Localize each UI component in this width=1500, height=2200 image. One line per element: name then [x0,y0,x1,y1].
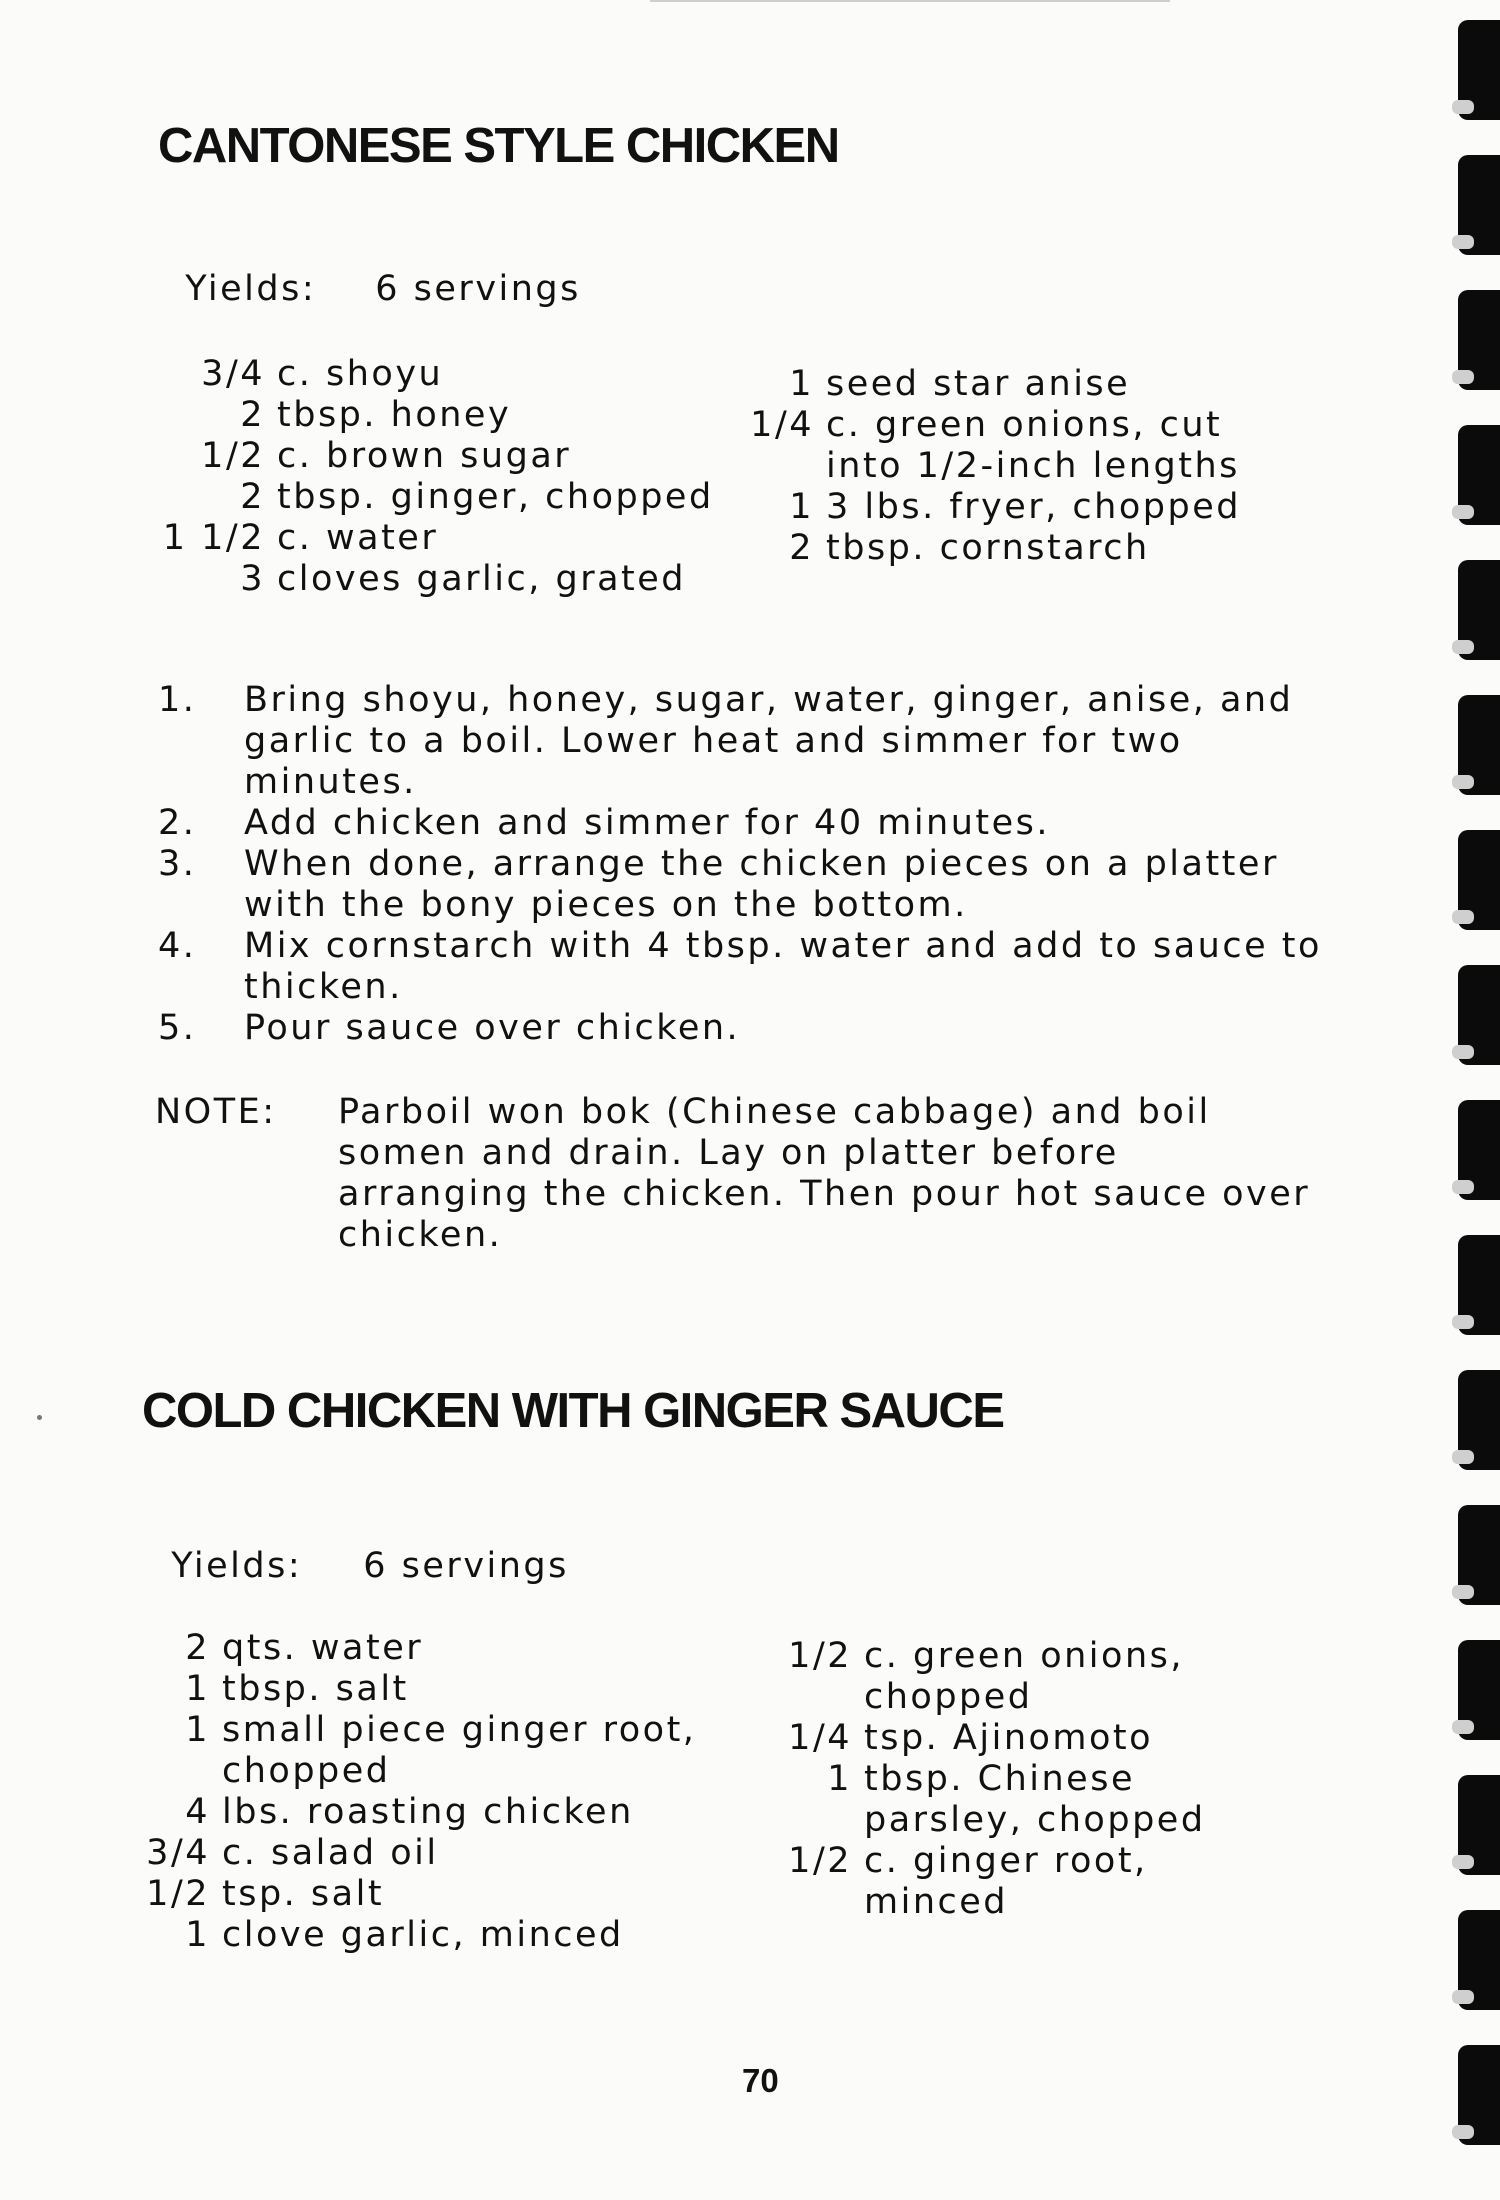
step-number: 4. [158,926,197,966]
ingredient-quantity: 2 [240,477,265,517]
ingredient-list-left [150,354,714,600]
binding-ring [1458,2045,1500,2145]
step-text: Mix cornstarch with 4 tbsp. water and add to sauce to thicken. [244,926,1322,1007]
ingredient-item [150,436,714,477]
ingredient-quantity [782,1800,852,1841]
ingredient-quantity: 1/2 [788,1841,852,1881]
ingredient-text: parsley, chopped [864,1800,1206,1840]
ingredient-quantity [782,1677,852,1718]
step-text: Pour sauce over chicken. [244,1008,741,1048]
recipe-title: CANTONESE STYLE CHICKEN [158,119,839,173]
recipe-title: COLD CHICKEN WITH GINGER SAUCE [142,1384,1004,1438]
instruction-step [158,1008,1328,1049]
ingredient-quantity: 1 [827,1759,852,1799]
binding-ring [1458,1235,1500,1335]
ingredient-text: tbsp. ginger, chopped [277,477,714,517]
instruction-step [158,844,1328,926]
instruction-step [158,680,1328,803]
ingredient-text: c. salad oil [222,1833,439,1873]
step-text: Add chicken and simmer for 40 minutes. [244,803,1051,843]
note-text: Parboil won bok (Chinese cabbage) and boil somen and drain. Lay on platter before arranging the chicken. Then pour hot sauce over chicken. [338,1092,1311,1255]
step-text: Bring shoyu, honey, sugar, water, ginger, anise, and garlic to a boil. Lower heat and simmer for two minutes. [244,680,1294,802]
ingredient-item [782,1636,1206,1677]
ingredient-text: tbsp. cornstarch [826,528,1150,568]
binding-ring [1458,1505,1500,1605]
binding-ring [1458,560,1500,660]
ingredient-quantity [742,446,814,487]
ingredient-quantity: 1/2 [201,436,265,476]
ingredient-quantity [140,1751,210,1792]
binding-ring [1458,1775,1500,1875]
ingredient-item [140,1628,696,1669]
ingredient-text: into 1/2-inch lengths [826,446,1240,486]
ingredient-text: c. water [277,518,439,558]
ingredient-text: c. ginger root, [864,1841,1148,1881]
ingredient-item [782,1718,1206,1759]
ingredient-item [140,1710,696,1751]
ingredient-list-left [140,1628,696,1956]
ingredient-text: 3 lbs. fryer, chopped [826,487,1241,527]
ingredient-quantity: 1 [185,1669,210,1709]
ingredient-item [742,487,1241,528]
yields-label: Yields: [171,1546,303,1586]
recipe-yields [158,228,581,310]
stray-mark [37,1415,42,1420]
step-text: When done, arrange the chicken pieces on a platter with the bony pieces on the bottom. [244,844,1279,925]
ingredient-text: c. shoyu [277,354,444,394]
ingredient-text: cloves garlic, grated [277,559,687,599]
ingredient-item [150,477,714,518]
ingredient-text: lbs. roasting chicken [222,1792,634,1832]
recipe-yields [144,1505,569,1587]
ingredient-quantity: 4 [185,1792,210,1832]
instruction-step [158,926,1328,1008]
yields-label: Yields: [185,269,317,309]
step-number: 3. [158,844,197,884]
ingredient-item [782,1882,1206,1923]
ingredient-quantity: 1 1/2 [162,518,265,558]
ingredient-item [742,528,1241,569]
ingredient-quantity [782,1882,852,1923]
ingredient-item [150,354,714,395]
binding-ring [1458,155,1500,255]
ingredient-quantity: 1 [185,1915,210,1955]
ingredient-quantity: 2 [240,395,265,435]
ingredient-item [742,405,1241,446]
ingredient-item [150,518,714,559]
ingredient-text: chopped [222,1751,391,1791]
ingredient-item [140,1915,696,1956]
binding-ring [1458,965,1500,1065]
page-top-edge [650,0,1170,2]
ingredient-item [140,1874,696,1915]
binding-ring [1458,1910,1500,2010]
binding-ring [1458,830,1500,930]
ingredient-item [140,1792,696,1833]
step-number: 1. [158,680,197,720]
ingredient-quantity: 1/4 [750,405,814,445]
ingredient-item [782,1800,1206,1841]
binding-ring [1458,20,1500,120]
ingredient-quantity: 1 [789,487,814,527]
ingredient-text: tbsp. salt [222,1669,409,1709]
binding-ring [1458,425,1500,525]
note-label: NOTE: [155,1092,277,1132]
ingredient-item [140,1751,696,1792]
yields-value: 6 servings [375,269,581,309]
ingredient-text: clove garlic, minced [222,1915,624,1955]
page-number: 70 [742,2062,779,2099]
ingredient-quantity: 3 [240,559,265,599]
ingredient-text: c. green onions, [864,1636,1184,1676]
ingredient-item [782,1841,1206,1882]
ingredient-quantity: 2 [789,528,814,568]
ingredient-item [782,1759,1206,1800]
ingredient-item [742,364,1241,405]
ingredient-item [140,1669,696,1710]
instruction-steps [158,680,1328,1049]
binding-ring [1458,695,1500,795]
step-number: 2. [158,803,197,843]
ingredient-text: c. brown sugar [277,436,572,476]
ingredient-text: small piece ginger root, [222,1710,697,1750]
binding-ring [1458,1100,1500,1200]
instruction-step [158,803,1328,844]
yields-value: 6 servings [363,1546,569,1586]
recipe-note [155,1092,1315,1256]
ingredient-item [150,395,714,436]
ingredient-item [140,1833,696,1874]
ingredient-text: qts. water [222,1628,424,1668]
ingredient-quantity: 3/4 [146,1833,210,1873]
ingredient-text: minced [864,1882,1008,1922]
ingredient-quantity: 3/4 [201,354,265,394]
step-number: 5. [158,1008,197,1048]
ingredient-quantity: 2 [185,1628,210,1668]
ingredient-text: tsp. salt [222,1874,385,1914]
ingredient-text: c. green onions, cut [826,405,1223,445]
binding-ring [1458,290,1500,390]
ingredient-item [742,446,1241,487]
ingredient-quantity: 1/4 [788,1718,852,1758]
ingredient-quantity: 1/2 [146,1874,210,1914]
ingredient-text: seed star anise [826,364,1131,404]
ingredient-quantity: 1 [789,364,814,404]
binding-ring [1458,1640,1500,1740]
spiral-binding [1430,0,1500,2200]
ingredient-item [150,559,714,600]
ingredient-text: tbsp. Chinese [864,1759,1135,1799]
ingredient-quantity: 1 [185,1710,210,1750]
binding-ring [1458,1370,1500,1470]
ingredient-list-right [782,1636,1206,1923]
ingredient-quantity: 1/2 [788,1636,852,1676]
ingredient-text: tsp. Ajinomoto [864,1718,1154,1758]
ingredient-list-right [742,364,1241,569]
ingredient-text: chopped [864,1677,1033,1717]
ingredient-item [782,1677,1206,1718]
ingredient-text: tbsp. honey [277,395,512,435]
